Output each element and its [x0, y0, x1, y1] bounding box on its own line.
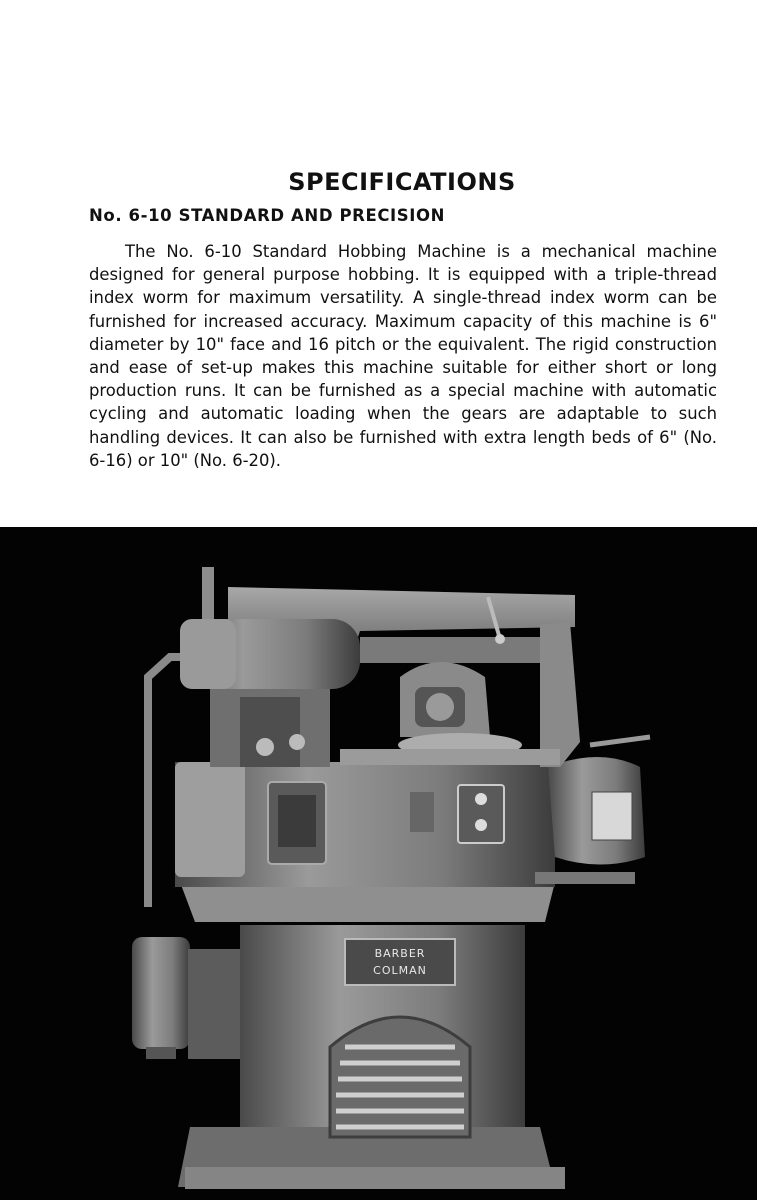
nameplate-line1: BARBER: [374, 947, 426, 960]
page-title: SPECIFICATIONS: [288, 168, 516, 196]
coolant-tank: [132, 937, 190, 1049]
description-paragraph: The No. 6-10 Standard Hobbing Machine is a mechanical machine designed for general purpose hobbing. It is equipped with a triple-thread index worm for maximum versatility. A single-thread index worm can be furnished for increased accuracy. Maximum capacity of this machine is 6" diameter by 10" face and 16 pitch or the equivalent. The rigid construction and ease of set-up makes this machine suitable for either short or long production runs. It can be furnished as a special machine with automatic cycling and automatic loading when the gears are adaptable to such handling devices. It can also be furnished with extra length beds of 6" (No. 6-16) or 10" (No. 6-20).: [89, 242, 717, 470]
machine-bed: [180, 882, 555, 922]
machine-photo: [0, 527, 757, 1200]
gearbox-cover: [175, 762, 245, 877]
nameplate: [345, 939, 455, 985]
nameplate-line2: COLMAN: [373, 964, 427, 977]
outboard-support: [540, 622, 580, 767]
hobbing-machine-illustration: [0, 527, 757, 1200]
section-subtitle: No. 6-10 STANDARD AND PRECISION: [89, 206, 446, 225]
motor-label: [592, 792, 632, 840]
